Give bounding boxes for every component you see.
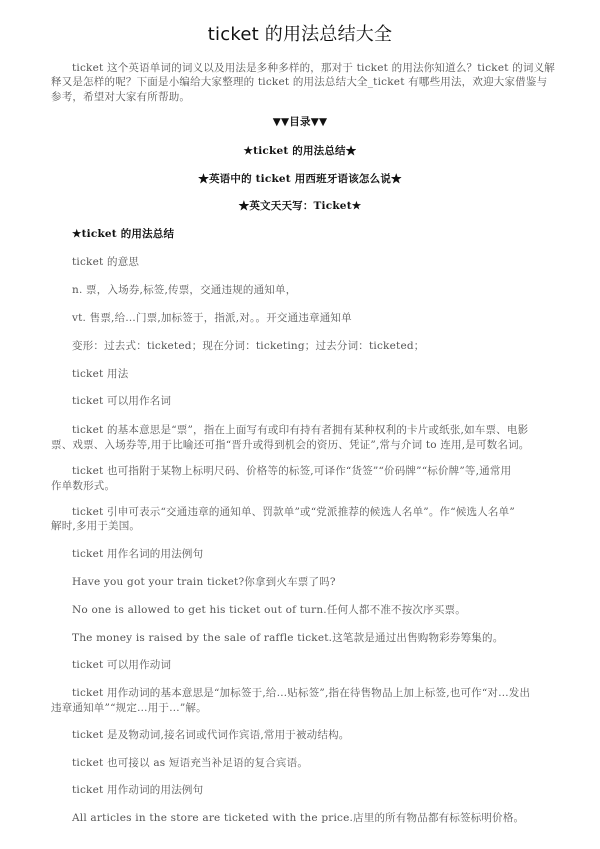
example-sentence: The money is raised by the sale of raffle ticket.这笔款是通过出售购物彩券筹集的。	[72, 632, 504, 644]
intro-line: ticket 这个英语单词的词义以及用法是多种多样的，那对于 ticket 的用法你知道么？ticket 的词义解	[72, 62, 556, 74]
paragraph: ticket 可以用作动词	[72, 659, 172, 671]
toc-link[interactable]: ★英文天天写：Ticket★	[238, 200, 362, 212]
paragraph-line: 违章通知单”“规定…用于…”解。	[51, 702, 207, 714]
paragraph-line: ticket 引申可表示“交通违章的通知单、罚款单”或“党派推荐的候选人名单”。作“候选人名单”	[72, 506, 515, 518]
paragraph: ticket 是及物动词,接名词或代词作宾语,常用于被动结构。	[72, 729, 350, 741]
example-sentence: All articles in the store are ticketed with the price.店里的所有物品都有标签标明价格。	[72, 812, 525, 824]
paragraph: 变形：过去式：ticketed；现在分词：ticketing；过去分词：ticketed；	[72, 340, 425, 352]
paragraph-line: 解时,多用于美国。	[51, 520, 141, 532]
paragraph: ticket 用作动词的用法例句	[72, 784, 204, 796]
example-sentence: Have you got your train ticket?你拿到火车票了吗?	[72, 576, 336, 588]
paragraph-line: ticket 用作动词的基本意思是“加标签于,给…贴标签”,指在待售物品上加上标签,也可作“对…发出	[72, 687, 531, 699]
paragraph: n. 票，入场券,标签,传票，交通违规的通知单，	[72, 284, 297, 296]
page-title: ticket 的用法总结大全	[207, 24, 393, 45]
paragraph: ticket 用法	[72, 368, 129, 380]
section-heading: ★ticket 的用法总结	[72, 228, 175, 240]
paragraph-line: 作单数形式。	[51, 480, 116, 492]
paragraph: ticket 的意思	[72, 256, 140, 268]
paragraph: vt. 售票,给…门票,加标签于，指派,对。。开交通违章通知单	[72, 312, 352, 324]
intro-line: 释又是怎样的呢？下面是小编给大家整理的 ticket 的用法总结大全_ticket 有哪些用法，欢迎大家借鉴与	[51, 76, 548, 88]
paragraph-line: ticket 也可指附于某物上标明尺码、价格等的标签,可译作“货签”“价码牌”“标价牌”等,通常用	[72, 465, 512, 477]
toc-heading: ▼▼目录▼▼	[272, 116, 328, 128]
toc-link[interactable]: ★英语中的 ticket 用西班牙语该怎么说★	[198, 173, 402, 185]
paragraph: ticket 也可接以 as 短语充当补足语的复合宾语。	[72, 757, 309, 769]
example-sentence: No one is allowed to get his ticket out of turn.任何人都不准不按次序买票。	[72, 604, 466, 616]
intro-line: 参考，希望对大家有所帮助。	[51, 91, 191, 103]
paragraph: ticket 用作名词的用法例句	[72, 548, 204, 560]
toc-link[interactable]: ★ticket 的用法总结★	[243, 145, 357, 157]
paragraph-line: 票、戏票、入场券等,用于比喻还可指“晋升或得到机会的资历、凭证”,常与介词 to 连用,是可数名词。	[51, 439, 530, 451]
paragraph: ticket 可以用作名词	[72, 395, 172, 407]
paragraph-line: ticket 的基本意思是“票”，指在上面写有或印有持有者拥有某种权利的卡片或纸张,如车票、电影	[72, 424, 529, 436]
